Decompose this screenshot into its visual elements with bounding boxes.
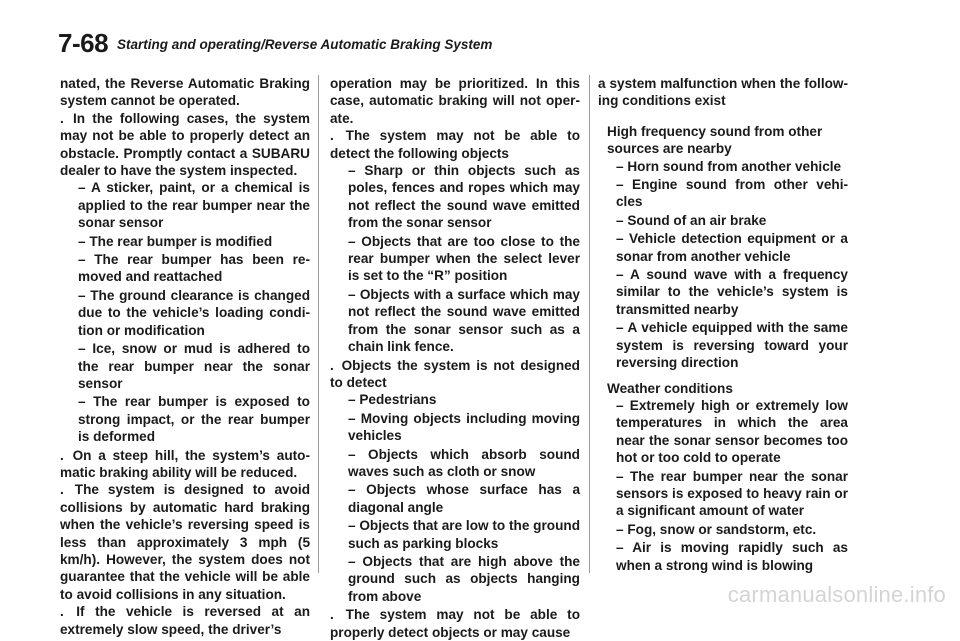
bullet-paragraph [60, 110, 310, 180]
list-item: – The rear bumper is modified [78, 233, 273, 249]
list-item: – Objects that are too close to the rear bumper when the select lever is set to the “R” position [348, 233, 580, 284]
text-column-2 [330, 75, 580, 641]
bullet-text: The system may not be able to properly detect objects or may cause [330, 607, 581, 640]
bullet-marker: . [60, 447, 64, 463]
list-item: – The ground clearance is changed due to the vehicle’s loading condi-tion or modification [78, 287, 310, 338]
list-item: – Objects whose surface has a diagonal angle [348, 482, 580, 515]
list-item: – Objects that are low to the ground such as parking blocks [348, 518, 580, 551]
list-item: – The rear bumper near the sonar sensors is exposed to heavy rain or a significant amount of water [616, 468, 848, 519]
list-item: – Air is moving rapidly such as when a strong wind is blowing [616, 540, 848, 573]
list-item: – Objects that are high above the ground such as objects hanging from above [348, 553, 580, 604]
list-item: – Ice, snow or mud is adhered to the rear bumper near the sonar sensor [78, 341, 310, 391]
section-title: Starting and operating/Reverse Automatic Braking System [117, 37, 493, 52]
bullet-paragraph [330, 357, 580, 392]
list-item: – A vehicle equipped with the same system is reversing toward your reversing direction [616, 320, 848, 371]
bullet-text: Objects the system is not designed to detect [330, 357, 580, 390]
column-divider [589, 75, 590, 573]
bullet-paragraph [330, 606, 580, 641]
list-item: – Horn sound from another vehicle [616, 158, 842, 174]
paragraph-continuation: nated, the Reverse Automatic Braking system cannot be operated. [60, 76, 310, 109]
paragraph-continuation: a system malfunction when the follow-ing conditions exist [598, 76, 848, 109]
list-item: – Moving objects including moving vehicles [348, 410, 580, 444]
list-item: – Sound of an air brake [616, 212, 767, 228]
list-item: – Objects with a surface which may not reflect the sound wave emitted from the sonar sensor such as a chain link fence. [348, 286, 580, 355]
bullet-marker: . [60, 604, 64, 620]
bullet-paragraph [60, 603, 310, 638]
bullet-paragraph [330, 127, 580, 162]
bullet-paragraph [60, 447, 310, 482]
watermark: carmanualsonline.info [727, 582, 946, 607]
condition-group-heading: Weather conditions [607, 380, 733, 396]
column-divider [318, 75, 319, 573]
bullet-marker: . [330, 607, 334, 623]
bullet-text: If the vehicle is reversed at an extremely slow speed, the driver’s [60, 604, 310, 637]
list-item: – A sticker, paint, or a chemical is applied to the rear bumper near the sonar sensor [78, 180, 310, 231]
bullet-text: The system may not be able to detect the following objects [330, 128, 581, 161]
text-column-1 [60, 75, 310, 638]
list-item: – Extremely high or extremely low temperatures in which the area near the sonar sensor becomes too hot or too cold to operate [616, 397, 848, 466]
list-item: – Pedestrians [348, 392, 437, 408]
list-item: – A sound wave with a frequency similar to the vehicle’s system is transmitted nearby [616, 267, 848, 317]
bullet-marker: . [60, 482, 64, 498]
list-item: – Vehicle detection equipment or a sonar from another vehicle [616, 231, 848, 264]
bullet-paragraph [60, 481, 310, 603]
bullet-marker: . [330, 128, 334, 144]
list-item: – Fog, snow or sandstorm, etc. [616, 521, 817, 537]
bullet-text: On a steep hill, the system’s auto-matic braking ability will be reduced. [60, 447, 310, 480]
bullet-marker: . [330, 357, 334, 373]
page-header [0, 0, 960, 60]
list-item: – The rear bumper is exposed to strong impact, or the rear bumper is deformed [78, 394, 310, 445]
list-item: – Sharp or thin objects such as poles, fences and ropes which may not reflect the sound wave emitted from the sonar sensor [348, 163, 580, 231]
bullet-marker: . [60, 110, 64, 126]
paragraph-continuation: operation may be prioritized. In this case, automatic braking will not oper-ate. [330, 76, 580, 126]
bullet-text: The system is designed to avoid collisions by automatic hard braking when the vehicle’s reversing speed is less than approximately 3 mph (5 km/h). However, the system does not guarantee that the vehicle will be able to avoid collisions in any situation. [60, 482, 311, 602]
bullet-text: In the following cases, the system may not be able to properly detect an obstacle. Promptly contact a SUBARU dealer to have the system inspected. [60, 110, 310, 179]
page-number: 7-68 [58, 28, 109, 58]
list-item: – Engine sound from other vehi-cles [616, 177, 848, 210]
condition-group-heading: High frequency sound from other sources are nearby [607, 123, 823, 157]
text-column-3 [598, 75, 848, 575]
list-item: – The rear bumper has been re-moved and reattached [78, 252, 310, 285]
list-item: – Objects which absorb sound waves such as cloth or snow [348, 446, 580, 479]
